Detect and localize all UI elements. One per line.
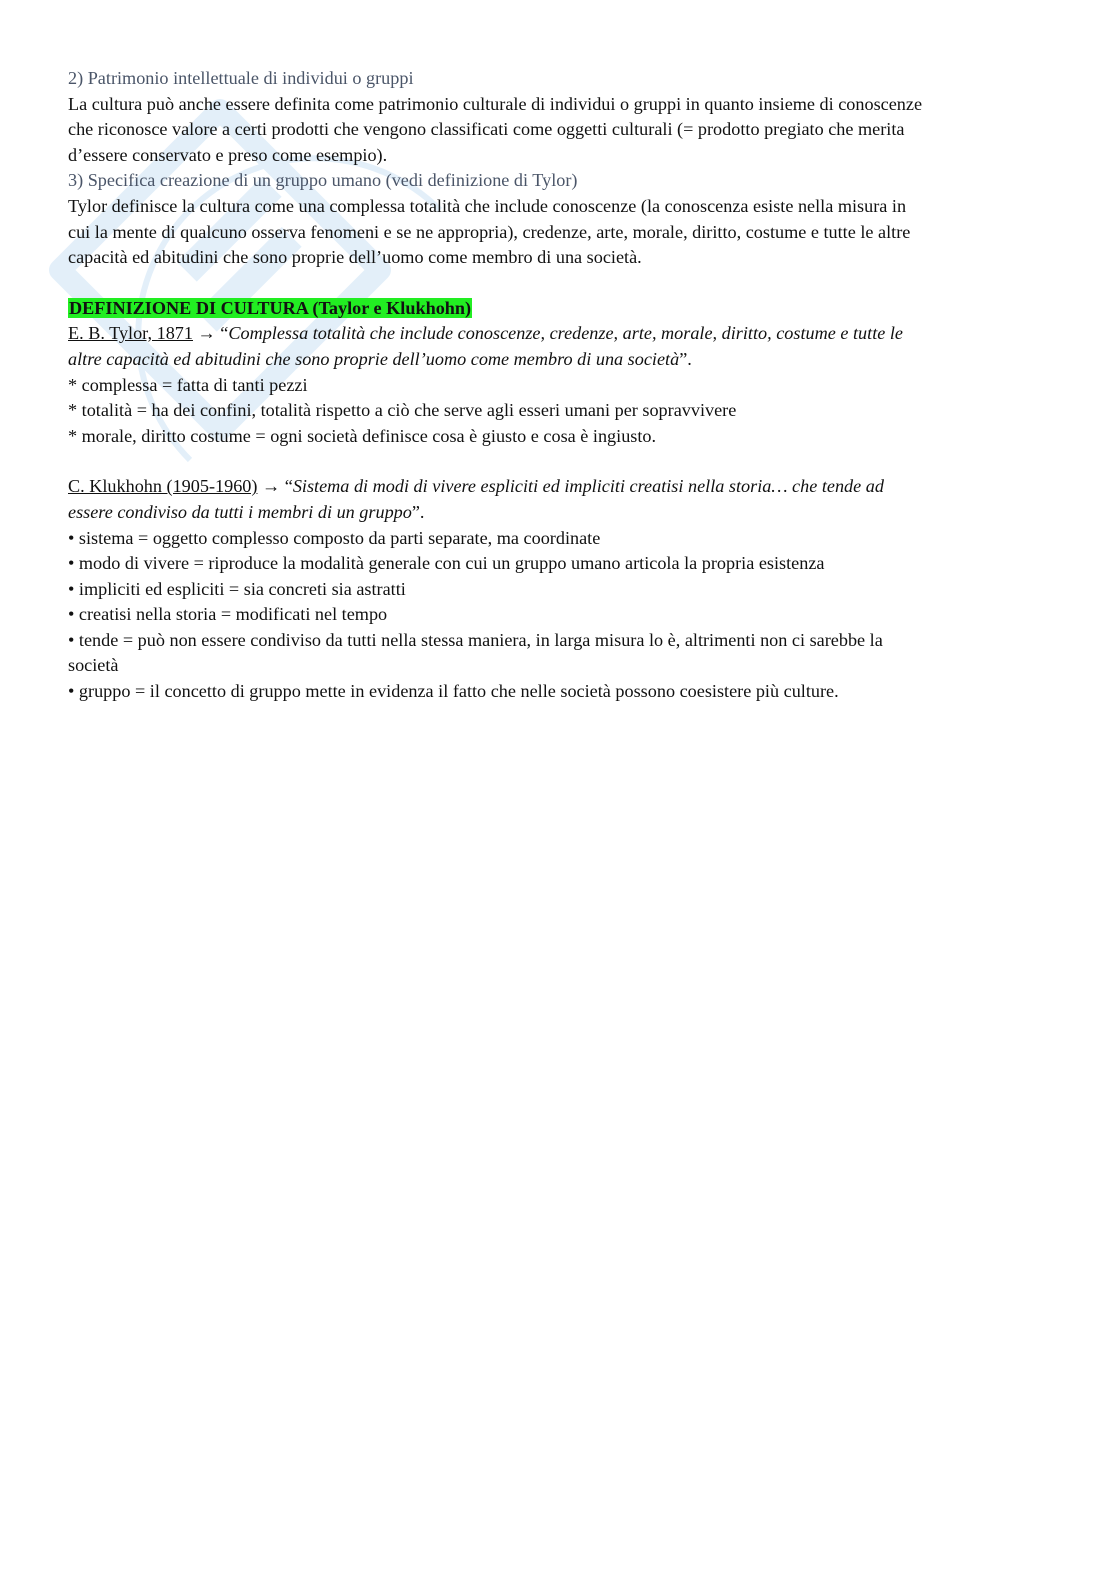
tylor-note: * totalità = ha dei confini, totalità rispetto a ciò che serve agli esseri umani per sopravvivere <box>68 400 737 421</box>
tylor-quote-end: ”. <box>679 348 692 369</box>
paragraph-line: d’essere conservato e preso come esempio). <box>68 144 388 165</box>
tylor-note: * complessa = fatta di tanti pezzi <box>68 374 308 395</box>
tylor-arrow: → “ <box>192 323 229 344</box>
klukhohn-quote-end: ”. <box>411 501 425 522</box>
paragraph-line: che riconosce valore a certi prodotti che vengono classificati come oggetti culturali (= prodotto pregiato che merita <box>68 119 905 140</box>
definition-title: DEFINIZIONE DI CULTURA (Taylor e Klukhohn) <box>69 297 472 318</box>
klukhohn-arrow: → “ <box>257 476 293 497</box>
tylor-author: E. B. Tylor, 1871 <box>68 323 193 344</box>
klukhohn-note: • sistema = oggetto complesso composto da parti separate, ma coordinate <box>68 527 601 548</box>
klukhohn-note: • creatisi nella storia = modificati nel tempo <box>68 604 388 625</box>
tylor-note: * morale, diritto costume = ogni società definisce cosa è giusto e cosa è ingiusto. <box>68 425 657 446</box>
section-3-specifica-creazione <box>68 168 1053 270</box>
klukhohn-note: • modo di vivere = riproduce la modalità generale con cui un gruppo umano articola la propria esistenza <box>68 553 825 574</box>
tylor-quote-part2: altre capacità ed abitudini che sono proprie dell’uomo come membro di una società <box>68 348 680 369</box>
klukhohn-quote-line <box>68 474 1053 500</box>
klukhohn-note: • tende = può non essere condiviso da tutti nella stessa maniera, in larga misura lo è, altrimenti non ci sarebbe la <box>68 629 883 650</box>
klukhohn-quote-part2: essere condiviso da tutti i membri di un gruppo <box>68 501 412 522</box>
paragraph-line: capacità ed abitudini che sono proprie dell’uomo come membro di una società. <box>68 247 642 268</box>
klukhohn-quote-part1: Sistema di modi di vivere espliciti ed impliciti creatisi nella storia… che tende ad <box>292 476 884 497</box>
definition-title-line <box>68 296 1053 322</box>
paragraph-line: Tylor definisce la cultura come una complessa totalità che include conoscenze (la conoscenza esiste nella misura in <box>68 195 907 216</box>
paragraph-line: cui la mente di qualcuno osserva fenomeni e se ne appropria), credenze, arte, morale, diritto, costume e tutte le altre <box>68 221 911 242</box>
spacer <box>68 271 1053 296</box>
klukhohn-note: società <box>68 655 119 676</box>
klukhohn-quote-line <box>68 500 1053 526</box>
klukhohn-author: C. Klukhohn (1905-1960) <box>68 476 258 497</box>
section-heading: 3) Specifica creazione di un gruppo umano (vedi definizione di Tylor) <box>68 170 578 191</box>
document-page <box>68 66 1053 705</box>
section-2-patrimonio <box>68 66 1053 168</box>
tylor-quote-line <box>68 347 1053 373</box>
klukhohn-note: • impliciti ed espliciti = sia concreti sia astratti <box>68 578 406 599</box>
section-heading: 2) Patrimonio intellettuale di individui o gruppi <box>68 68 414 88</box>
tylor-quote-line <box>68 321 1053 347</box>
klukhohn-note: • gruppo = il concetto di gruppo mette in evidenza il fatto che nelle società possono coesistere più culture. <box>68 681 839 702</box>
spacer <box>68 449 1053 474</box>
definizione-cultura <box>68 296 1053 705</box>
tylor-quote-part1: Complessa totalità che include conoscenze, credenze, arte, morale, diritto, costume e tutte le <box>228 323 903 344</box>
paragraph-line: La cultura può anche essere definita come patrimonio culturale di individui o gruppi in quanto insieme di conoscenze <box>68 93 923 114</box>
